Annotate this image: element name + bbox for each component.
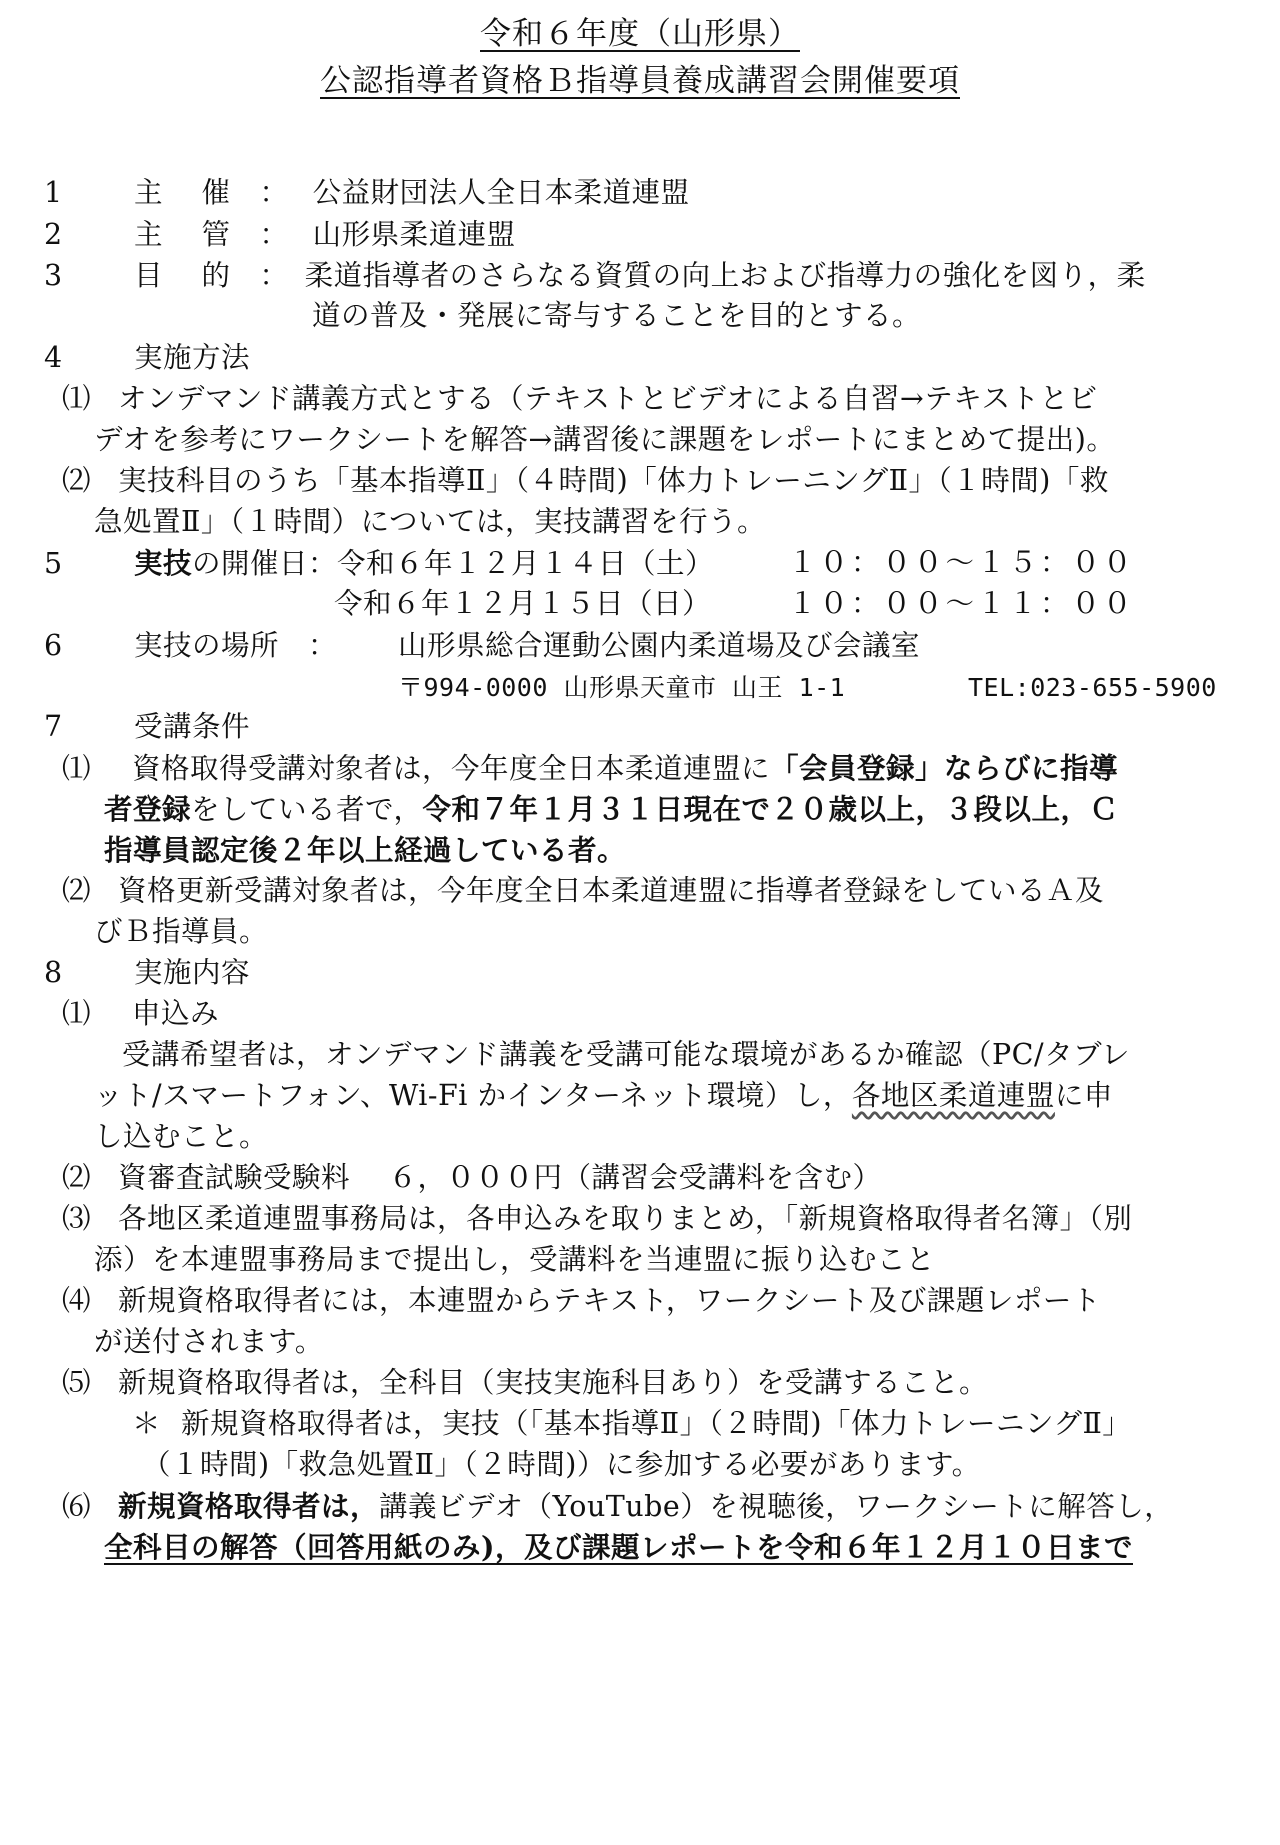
title-line-2: 公認指導者資格Ｂ指導員養成講習会開催要項 — [320, 63, 960, 99]
section-8-item-3: ⑶ 各地区柔道連盟事務局は，各申込みを取りまとめ，「新規資格取得者名簿」（別 — [62, 1202, 1133, 1235]
section-6-tel: TEL:023-655-5900 — [968, 673, 1217, 702]
section-3: 3 目 的 ： 柔道指導者のさらなる資質の向上および指導力の強化を図り，柔 — [44, 259, 1146, 292]
section-7-item-2-line-2: びＢ指導員。 — [94, 915, 269, 948]
section-8-item-1: ⑴ 申込み — [62, 997, 220, 1030]
section-4-item-2: ⑵ 実技科目のうち「基本指導Ⅱ」（４時間)「体力トレーニングⅡ」（１時間)「救 — [62, 464, 1109, 497]
section-8-heading: 8 実施内容 — [44, 956, 251, 989]
section-6-place: 山形県総合運動公園内柔道場及び会議室 — [398, 629, 921, 662]
section-4-item-1: ⑴ オンデマンド講義方式とする（テキストとビデオによる自習→テキストとビ — [62, 382, 1098, 415]
section-3-line-2: 道の普及・発展に寄与することを目的とする。 — [312, 299, 922, 332]
section-7-item-1-line-3: 指導員認定後２年以上経過している者。 — [104, 833, 627, 867]
section-8-item-5-note: ＊ 新規資格取得者は，実技（「基本指導Ⅱ」（２時間)「体力トレーニングⅡ」 — [132, 1407, 1132, 1440]
section-2: 2 主 管 ： 山形県柔道連盟 — [44, 218, 516, 251]
section-8-item-3-line-2: 添）を本連盟事務局まで提出し，受講料を当連盟に振り込むこと — [94, 1243, 936, 1276]
section-6: 6 実技の場所 ： — [44, 629, 338, 662]
section-5-time-1: １０：００～１５：００ — [788, 546, 1135, 579]
section-4-item-2-line-2: 急処置Ⅱ」（１時間）については，実技講習を行う。 — [94, 505, 767, 538]
section-8-item-1-line-1: 受講希望者は，オンデマンド講義を受講可能な環境があるか確認（PC/タブレ — [122, 1038, 1130, 1071]
section-7-item-1-line-2: 者登録をしている者で，令和７年１月３１日現在で２０歳以上，３段以上，Ｃ — [104, 792, 1119, 826]
title-line-1: 令和６年度（山形県） — [480, 16, 800, 52]
section-8-item-1-line-3: し込むこと。 — [94, 1120, 269, 1153]
section-7-item-1: ⑴ 資格取得受講対象者は，今年度全日本柔道連盟に「会員登録」ならびに指導 — [62, 751, 1119, 785]
asterisk-icon: ＊ — [132, 1407, 162, 1440]
section-8-item-1-line-2: ット/スマートフォン、Wi-Fi かインターネット環境）し，各地区柔道連盟に申 — [94, 1079, 1113, 1112]
section-5-time-2: １０：００～１１：００ — [788, 587, 1135, 620]
section-7-item-2: ⑵ 資格更新受講対象者は，今年度全日本柔道連盟に指導者登録をしているＡ及 — [62, 874, 1105, 907]
section-8-item-6: ⑹ 新規資格取得者は，講義ビデオ（YouTube）を視聴後，ワークシートに解答し， — [62, 1489, 1174, 1523]
section-4-item-1-line-2: デオを参考にワークシートを解答→講習後に課題をレポートにまとめて提出)。 — [94, 423, 1116, 456]
section-6-address: 〒994-0000 山形県天童市 山王 1-1 — [398, 673, 846, 702]
section-1: 1 主 催 ： 公益財団法人全日本柔道連盟 — [44, 176, 690, 209]
section-7-heading: 7 受講条件 — [44, 710, 251, 743]
section-5-date-2: 令和６年１２月１５日（日） — [334, 587, 712, 620]
section-8-item-5-note-line-2: （１時間)「救急処置Ⅱ」（２時間)）に参加する必要があります。 — [142, 1448, 981, 1481]
section-4-heading: 4 実施方法 — [44, 341, 251, 374]
section-5: 5 実技の開催日：令和６年１２月１４日（土） — [44, 546, 715, 580]
section-8-item-4: ⑷ 新規資格取得者には，本連盟からテキスト，ワークシート及び課題レポート — [62, 1284, 1101, 1317]
section-8-item-2: ⑵ 資審査試験受験料 ６，０００円（講習会受講料を含む） — [62, 1161, 882, 1194]
section-8-item-5: ⑸ 新規資格取得者は，全科目（実技実施科目あり）を受講すること。 — [62, 1366, 989, 1399]
section-8-item-4-line-2: が送付されます。 — [94, 1325, 324, 1358]
section-8-item-6-line-2: 全科目の解答（回答用紙のみ)，及び課題レポートを令和６年１２月１０日まで — [104, 1530, 1133, 1564]
